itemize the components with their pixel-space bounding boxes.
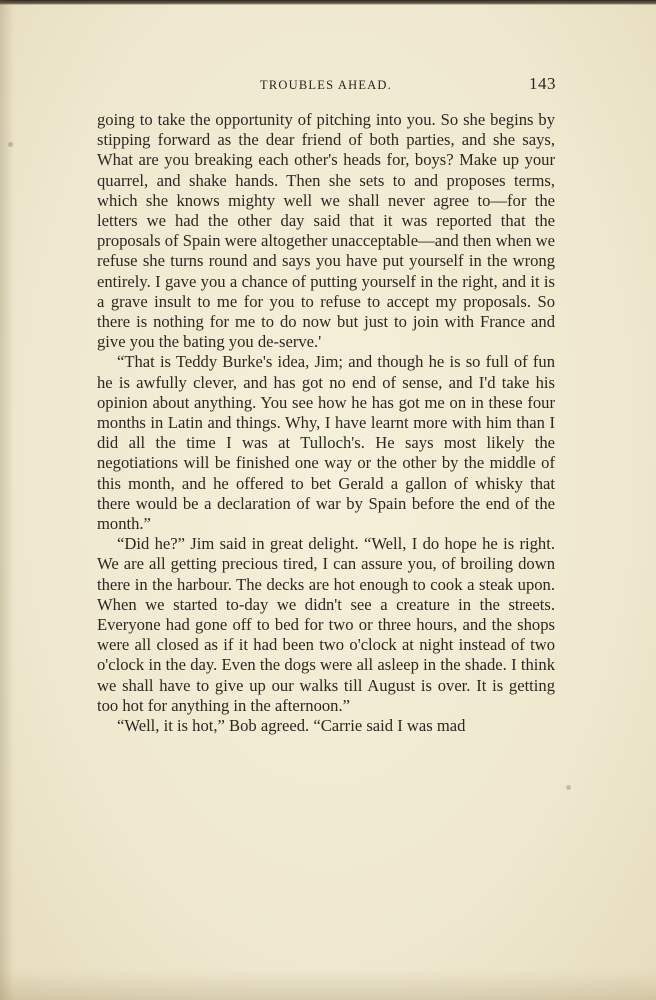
page-bottom-shadow	[0, 970, 656, 1000]
body-text	[97, 110, 555, 736]
paragraph-1: going to take the opportunity of pitching into you. So she begins by stipping forward as the dear friend of both parties, and she says, What are you breaking each other's heads for, boys? Make up your quarrel, and shake hands. Then she sets to and proposes terms, which she knows mighty well we shall never agree to—for the letters we had the other day said that it was reported that the proposals of Spain were altogether unacceptable—and then when we refuse she turns round and says you have put yourself in the wrong entirely. I gave you a chance of putting yourself in the right, and it is a grave insult to me for you to refuse to accept my proposals. So there is nothing for me to do now but just to join with France and give you the bating you de-serve.'	[97, 110, 556, 352]
running-title: TROUBLES AHEAD.	[260, 78, 392, 92]
page-number: 143	[529, 74, 556, 93]
paragraph-4: “Well, it is hot,” Bob agreed. “Carrie said I was mad	[117, 716, 466, 736]
running-head	[96, 74, 556, 96]
paragraph-2: “That is Teddy Burke's idea, Jim; and though he is so full of fun he is awfully clever, and has got no end of sense, and I'd take his opinion about anything. You see how he has got me on in these four months in Latin and things. Why, I have learnt more with him than I did all the time I was at Tulloch's. He says most likely the negotiations will be finished one way or the other by the middle of this month, and he offered to bet Gerald a gallon of whisky that there would be a declaration of war by Spain before the end of the month.”	[97, 352, 555, 534]
page-top-edge-shadow	[0, 0, 656, 5]
paper-speck	[8, 142, 13, 147]
paragraph-3: “Did he?” Jim said in great delight. “Well, I do hope he is right. We are all getting precious tired, I can assure you, of broiling down there in the harbour. The decks are hot enough to cook a steak upon. When we started to-day we didn't see a creature in the streets. Everyone had gone off to bed for two or three hours, and the shops were all closed as if it had been two o'clock at night instead of two o'clock in the day. Even the dogs were all asleep in the shade. I think we shall have to give up our walks till August is over. It is getting too hot for anything in the afternoon.”	[97, 534, 555, 715]
page-gutter-shadow	[0, 0, 14, 1000]
paper-speck	[566, 785, 571, 790]
